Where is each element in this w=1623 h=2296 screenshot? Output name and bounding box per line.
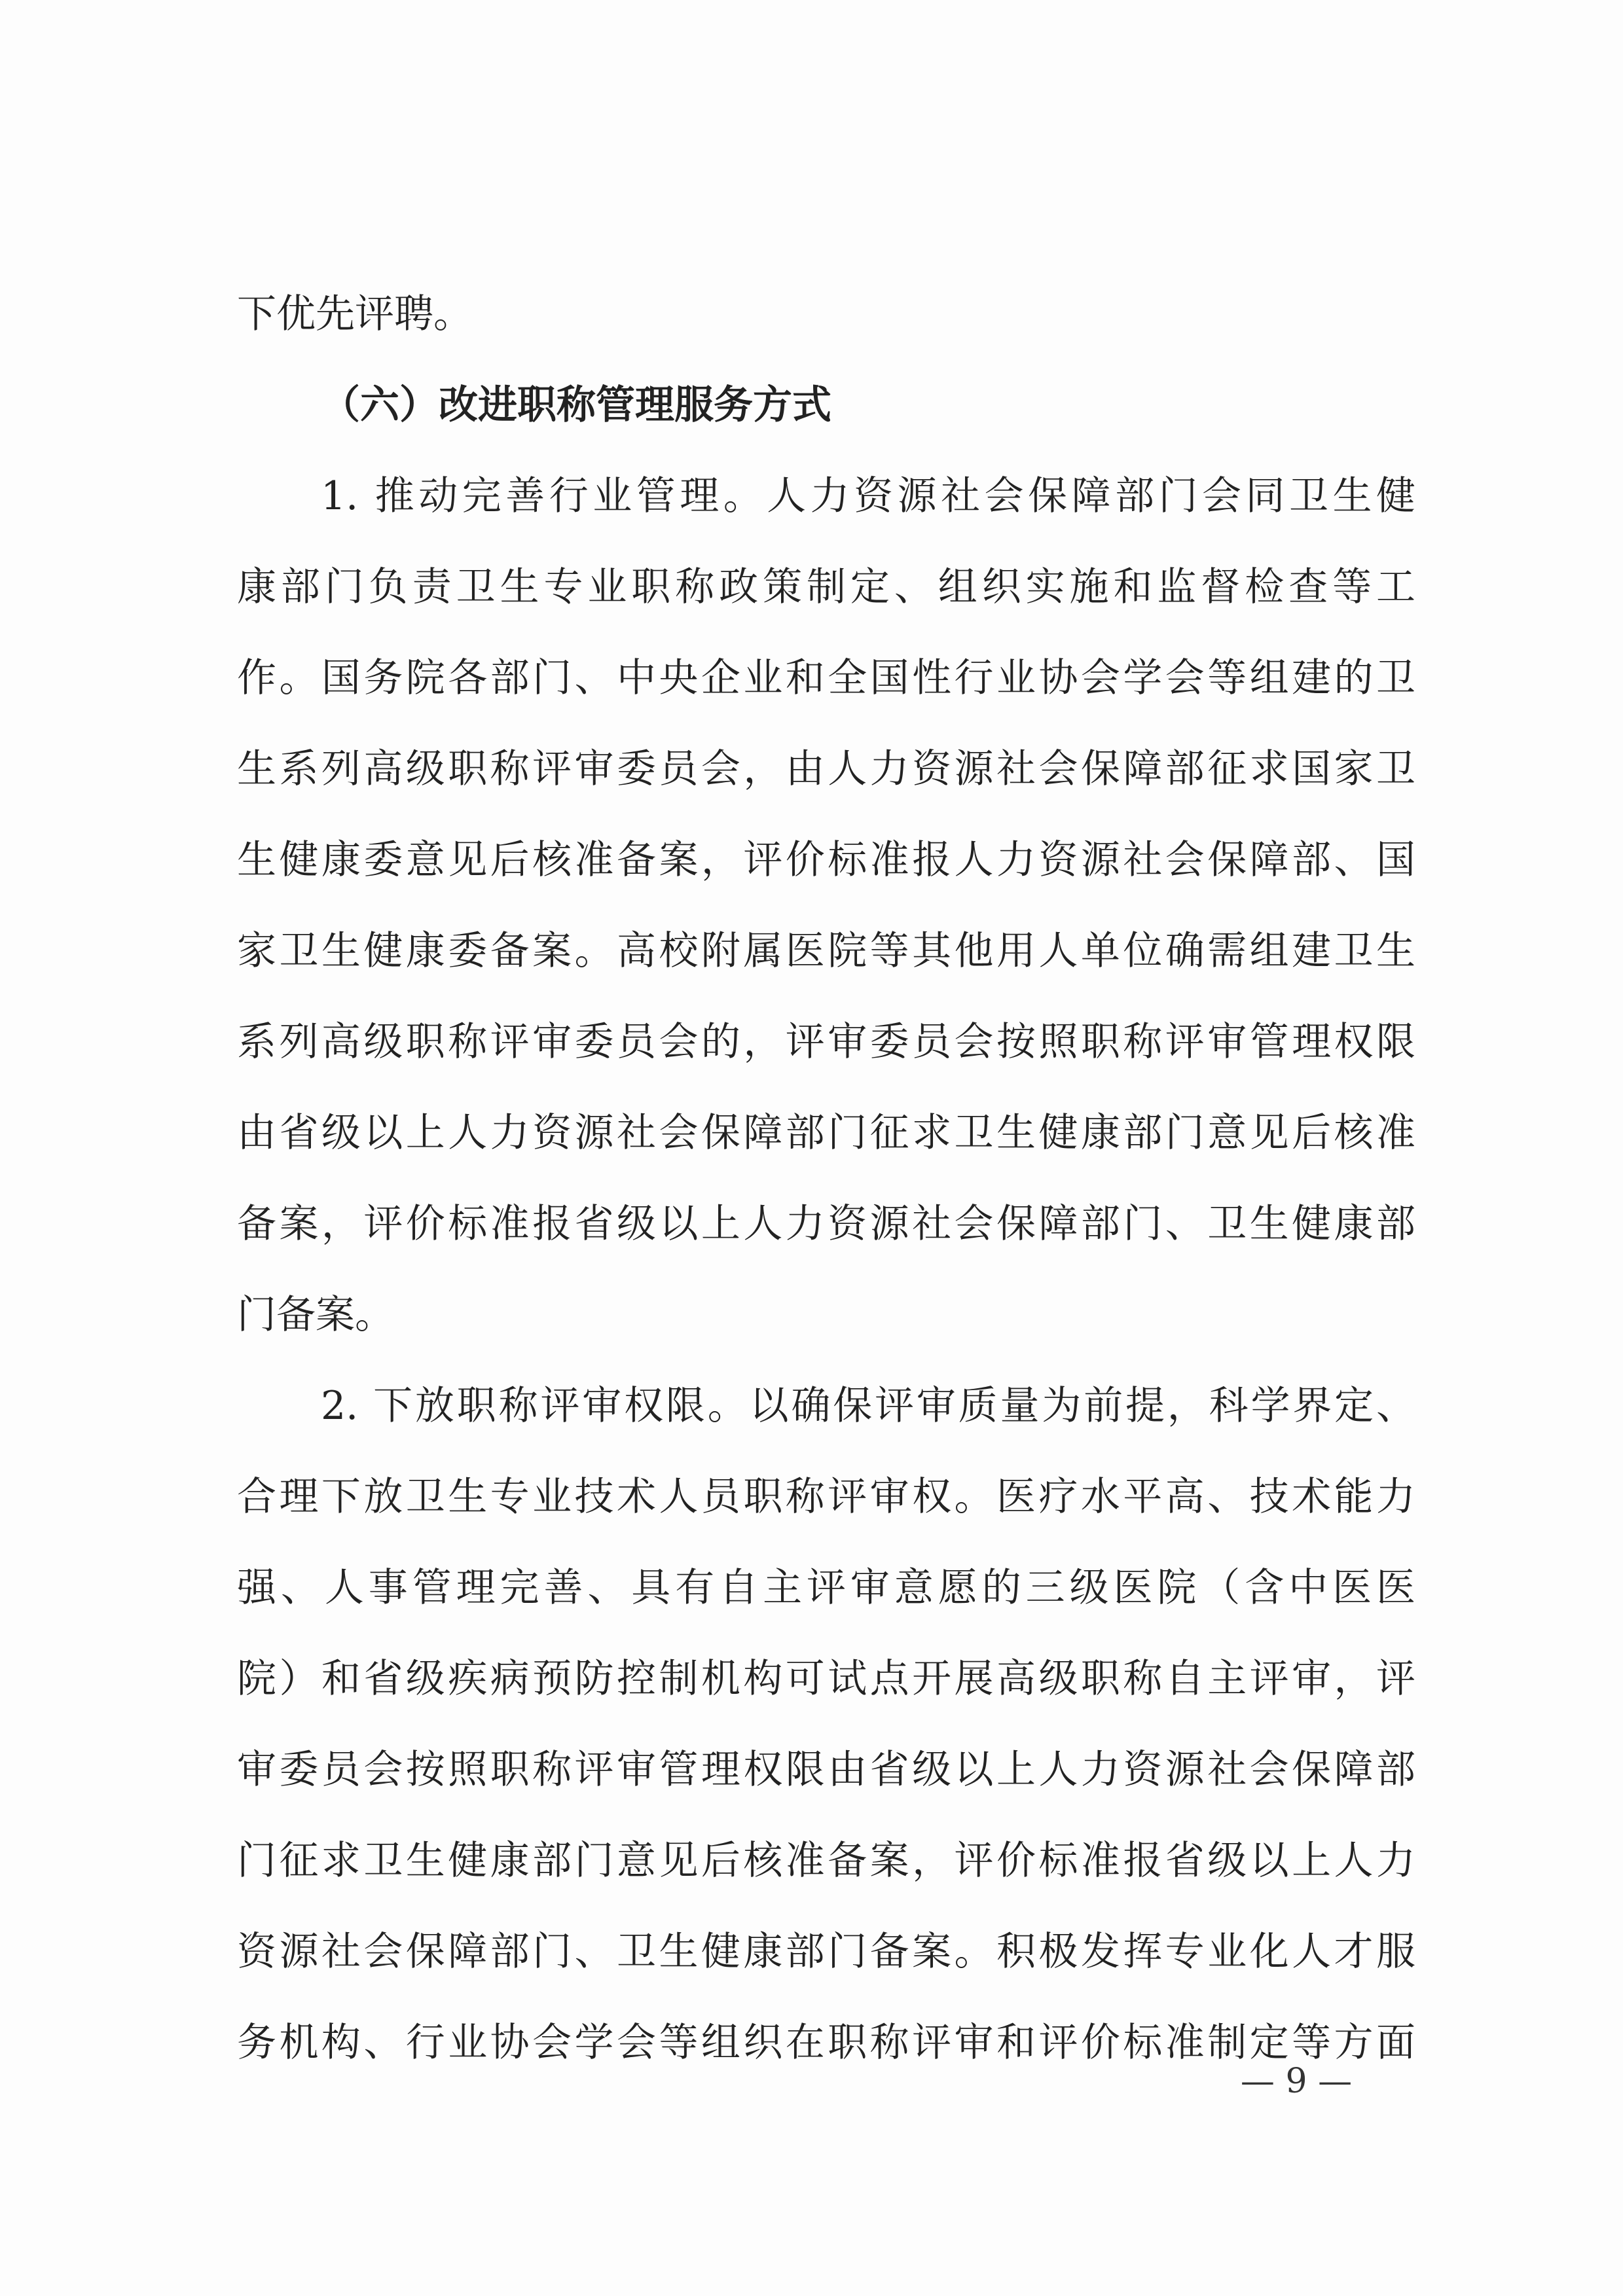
- paragraph-1-line-9: 备案，评价标准报省级以上人力资源社会保障部门、卫生健康部: [237, 1201, 1415, 1247]
- paragraph-1-line-4: 生系列高级职称评审委员会，由人力资源社会保障部征求国家卫: [237, 746, 1415, 792]
- section-heading: （六）改进职称管理服务方式: [321, 382, 831, 428]
- paragraph-2-line-4: 院）和省级疾病预防控制机构可试点开展高级职称自主评审，评: [237, 1656, 1415, 1702]
- paragraph-2-line-1: 2. 下放职称评审权限。以确保评审质量为前提，科学界定、: [321, 1383, 1415, 1429]
- paragraph-2-line-2: 合理下放卫生专业技术人员职称评审权。医疗水平高、技术能力: [237, 1474, 1415, 1520]
- paragraph-2-line-5: 审委员会按照职称评审管理权限由省级以上人力资源社会保障部: [237, 1747, 1415, 1793]
- paragraph-2-line-3: 强、人事管理完善、具有自主评审意愿的三级医院（含中医医: [237, 1565, 1415, 1611]
- paragraph-2-line-8: 务机构、行业协会学会等组织在职称评审和评价标准制定等方面: [237, 2020, 1415, 2066]
- paragraph-1-line-8: 由省级以上人力资源社会保障部门征求卫生健康部门意见后核准: [237, 1110, 1415, 1156]
- paragraph-1-line-7: 系列高级职称评审委员会的，评审委员会按照职称评审管理权限: [237, 1019, 1415, 1065]
- paragraph-2-line-7: 资源社会保障部门、卫生健康部门备案。积极发挥专业化人才服: [237, 1929, 1415, 1975]
- paragraph-1-line-1: 1. 推动完善行业管理。人力资源社会保障部门会同卫生健: [321, 473, 1415, 519]
- paragraph-2-line-6: 门征求卫生健康部门意见后核准备案，评价标准报省级以上人力: [237, 1838, 1415, 1884]
- text-line-continuation: 下优先评聘。: [237, 291, 473, 337]
- paragraph-1-line-5: 生健康委意见后核准备案，评价标准报人力资源社会保障部、国: [237, 837, 1415, 883]
- paragraph-1-line-3: 作。国务院各部门、中央企业和全国性行业协会学会等组建的卫: [237, 655, 1415, 701]
- paragraph-1-line-10: 门备案。: [237, 1292, 394, 1338]
- page-number: — 9 —: [1240, 2062, 1353, 2101]
- paragraph-1-line-6: 家卫生健康委备案。高校附属医院等其他用人单位确需组建卫生: [237, 928, 1415, 974]
- paragraph-1-line-2: 康部门负责卫生专业职称政策制定、组织实施和监督检查等工: [237, 564, 1415, 610]
